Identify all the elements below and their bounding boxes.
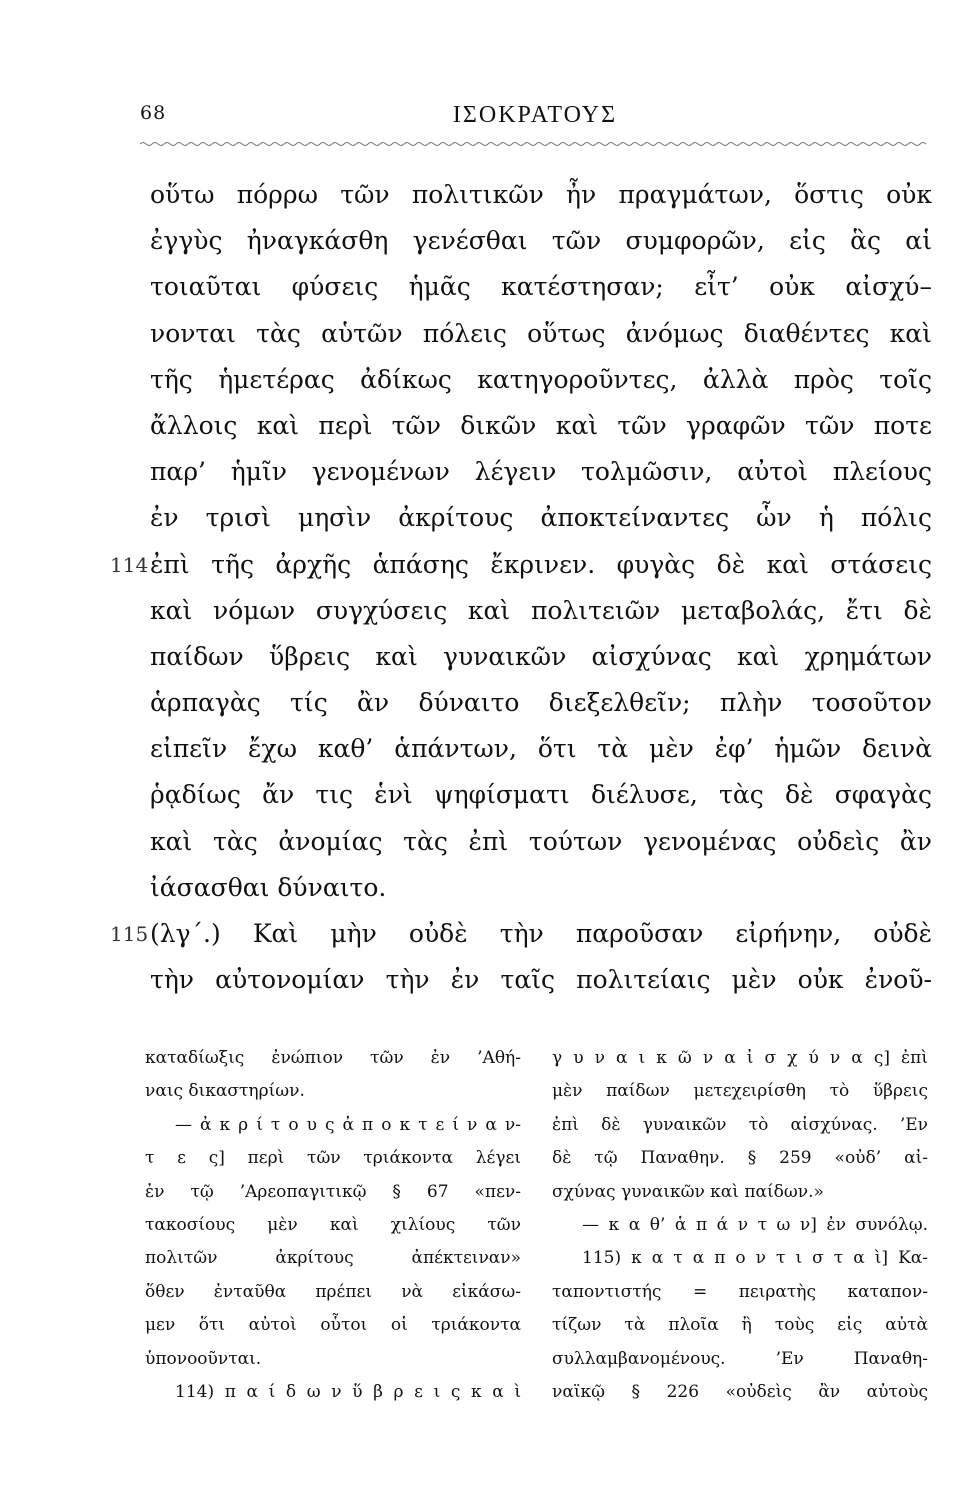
text-line: καὶ νόμων συγχύσεις καὶ πολιτειῶν μεταβολάς, ἔτι δὲ	[150, 595, 932, 625]
note-line: ὑπονοοῦνται.	[145, 1348, 262, 1369]
text-line: 115 (λγ΄.) Καὶ μὴν οὐδὲ τὴν παροῦσαν εἰρήνην, οὐδὲ	[150, 911, 932, 957]
text-line: ἄλλοις καὶ περὶ τῶν δικῶν καὶ τῶν γραφῶν τῶν ποτε	[150, 410, 932, 440]
note-line: μὲν παίδων μετεχειρίσθη τὸ ὕβρεις	[552, 1081, 928, 1102]
text-line: παίδων ὕβρεις καὶ γυναικῶν αἰσχύνας καὶ χρημάτων	[150, 641, 932, 671]
text-line: νονται τὰς αὑτῶν πόλεις οὕτως ἀνόμως διαθέντες καὶ	[150, 318, 932, 348]
running-head	[140, 102, 930, 142]
main-text	[110, 172, 932, 1003]
text-line: ἐγγὺς ἠναγκάσθη γενέσθαι τῶν συμφορῶν, εἰς ἃς αἱ	[150, 226, 932, 256]
text-line: τὴν αὐτονομίαν τὴν ἐν ταῖς πολιτείαις μὲν οὐκ ἐνοῦ-	[150, 965, 932, 995]
note-line: μεν ὅτι αὐτοὶ οὗτοι οἱ τριάκοντα	[145, 1315, 521, 1336]
text-line: τῆς ἡμετέρας ἀδίκως κατηγοροῦντες, ἀλλὰ πρὸς τοῖς	[150, 364, 932, 394]
text-line: εἰπεῖν ἔχω καθ’ ἁπάντων, ὅτι τὰ μὲν ἐφ’ ἡμῶν δεινὰ	[150, 734, 932, 764]
running-title: ΙΣΟΚΡΑΤΟΥΣ	[452, 102, 618, 128]
note-line: ὅθεν ἐνταῦθα πρέπει νὰ εἰκάσω-	[145, 1281, 521, 1302]
note-line: ταποντιστής = πειρατὴς καταπον-	[552, 1281, 928, 1302]
note-line: 115) κ α τ α π ο ν τ ι σ τ α ὶ] Κα-	[582, 1248, 928, 1269]
note-line: τακοσίους μὲν καὶ χιλίους τῶν	[145, 1214, 521, 1235]
note-line: ἐν τῷ ’Αρεοπαγιτικῷ § 67 «πεν-	[145, 1181, 521, 1202]
text-line: οὕτω πόρρω τῶν πολιτικῶν ἦν πραγμάτων, ὅστις οὐκ	[150, 180, 932, 209]
note-line: τίζων τὰ πλοῖα ἢ τοὺς εἰς αὐτὰ	[552, 1315, 928, 1336]
note-line: πολιτῶν ἀκρίτους ἀπέκτειναν»	[145, 1248, 521, 1269]
note-line: συλλαμβανομένους. ’Εν Παναθη-	[552, 1348, 928, 1369]
text-line: ἰάσασθαι δύναιτο.	[150, 872, 387, 902]
section-number: 115	[110, 922, 149, 946]
note-line: ναϊκῷ § 226 «οὐδεὶς ἂν αὐτοὺς	[552, 1381, 928, 1402]
commentary-left-column	[145, 1042, 521, 1409]
note-line: γ υ ν α ι κ ῶ ν α ἰ σ χ ύ ν α ς] ἐπὶ	[552, 1048, 928, 1068]
text-line: ἐν τρισὶ μησὶν ἀκρίτους ἀποκτείναντες ὧν ἡ πόλις	[150, 503, 932, 533]
section-number: 114	[110, 552, 149, 577]
text-line: ῥᾳδίως ἄν τις ἑνὶ ψηφίσματι διέλυσε, τὰς δὲ σφαγὰς	[150, 780, 932, 810]
note-line: — κ α θ’ ἁ π ά ν τ ω ν] ἐν συνόλῳ.	[582, 1214, 928, 1235]
page-number: 68	[140, 102, 167, 124]
note-line: σχύνας γυναικῶν καὶ παίδων.»	[552, 1181, 824, 1202]
note-line: τ ε ς] περὶ τῶν τριάκοντα λέγει	[145, 1148, 521, 1169]
note-line: 114) π α ί δ ω ν ὕ β ρ ε ι ς κ α ὶ	[175, 1381, 521, 1402]
note-line: ἐπὶ δὲ γυναικῶν τὸ αἰσχύνας. ’Εν	[552, 1114, 928, 1135]
note-line: ναις δικαστηρίων.	[145, 1081, 305, 1102]
note-line: δὲ τῷ Παναθην. § 259 «οὐδ’ αἰ-	[552, 1148, 928, 1169]
text-line: ἁρπαγὰς τίς ἂν δύναιτο διεξελθεῖν; πλὴν τοσοῦτον	[150, 688, 932, 718]
text-line: τοιαῦται φύσεις ἡμᾶς κατέστησαν; εἶτ’ οὐκ αἰσχύ–	[150, 272, 932, 302]
note-line: — ἀ κ ρ ί τ ο υ ς ἀ π ο κ τ ε ί ν α ν-	[175, 1114, 521, 1135]
text-line: 114 ἐπὶ τῆς ἀρχῆς ἁπάσης ἔκρινεν. φυγὰς δὲ καὶ στάσεις	[150, 542, 932, 588]
header-rule	[140, 140, 930, 148]
text-line: παρ’ ἡμῖν γενομένων λέγειν τολμῶσιν, αὐτοὶ πλείους	[150, 457, 932, 487]
commentary-right-column	[552, 1042, 928, 1409]
text-line: καὶ τὰς ἀνομίας τὰς ἐπὶ τούτων γενομένας οὐδεὶς ἂν	[150, 826, 932, 856]
note-line: καταδίωξις ἐνώπιον τῶν ἐν ’Αθή-	[145, 1048, 521, 1068]
